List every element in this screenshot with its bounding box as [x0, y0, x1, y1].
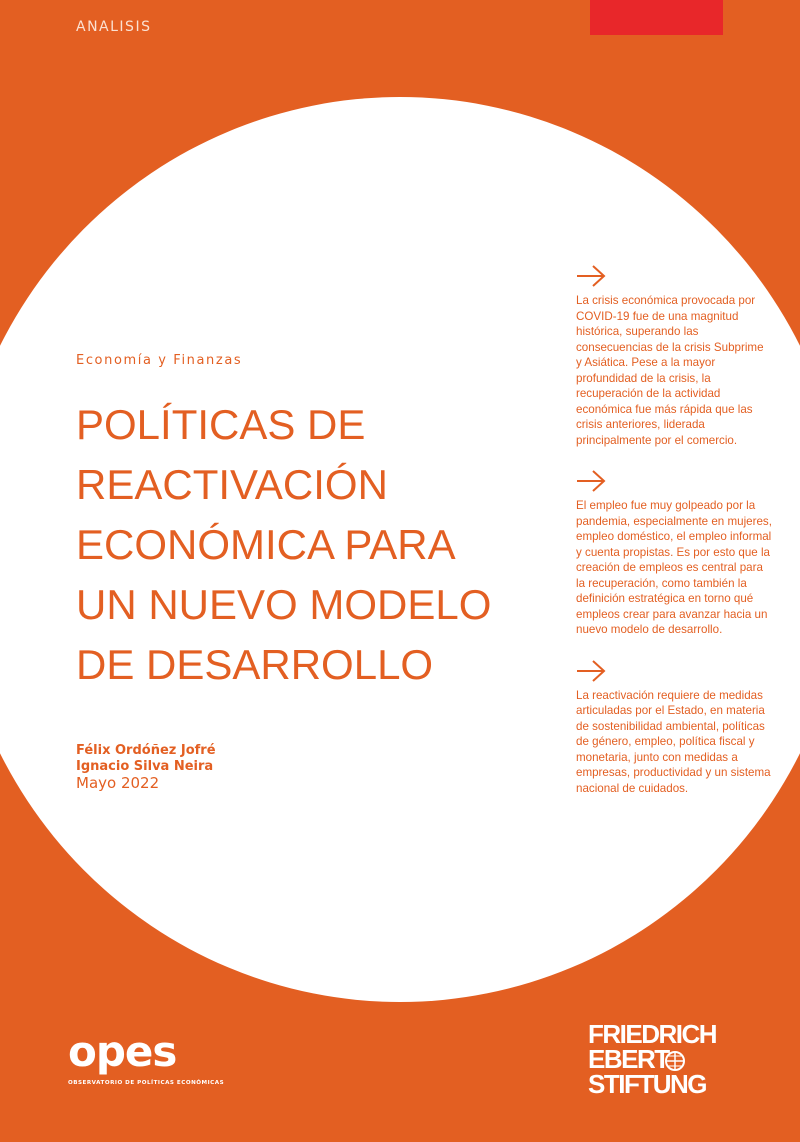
fes-logo-line: FRIEDRICH	[588, 1019, 717, 1049]
author-block	[76, 743, 216, 791]
publication-date: Mayo 2022	[76, 774, 160, 792]
key-point	[576, 470, 772, 638]
fes-logo-line: STIFTUNG	[588, 1069, 706, 1099]
fes-logo	[588, 1019, 717, 1099]
arrow-right-icon	[576, 660, 606, 682]
category-label: Economía y Finanzas	[76, 353, 243, 368]
accent-tab	[590, 0, 723, 35]
title-line: POLÍTICAS DE	[76, 401, 366, 448]
key-point-text: La crisis económica provocada por COVID-19 fue de una magnitud histórica, superando las consecuencias de la crisis Subprime y Asiática. Pese a la mayor profundidad de la crisis, la recuperación de la actividad económica fue más rápida que las crisis anteriores, liderada principalmente por el comercio.	[576, 294, 764, 447]
title-line: ECONÓMICA PARA	[76, 521, 456, 568]
title-line: REACTIVACIÓN	[76, 461, 388, 508]
opes-logo	[68, 1030, 238, 1086]
key-point-text: La reactivación requiere de medidas articuladas por el Estado, en materia de sostenibilidad ambiental, políticas de género, empleo, política fiscal y monetaria, junto con medidas a empresas, productividad y un sistema nacional de cuidados.	[576, 688, 771, 795]
opes-wordmark	[68, 1030, 198, 1076]
section-label: ANALISIS	[76, 19, 152, 35]
title-line: DE DESARROLLO	[76, 641, 434, 688]
opes-caption: OBSERVATORIO DE POLÍTICAS ECONÓMICAS	[68, 1080, 225, 1086]
title-line: UN NUEVO MODELO	[76, 581, 492, 628]
key-point	[576, 660, 772, 797]
key-point-text: El empleo fue muy golpeado por la pandemia, especialmente en mujeres, empleo doméstico, el empleo informal y cuenta propistas. Es por esto que la creación de empleos es central para la recuperación, como también la definición estratégica en torno qué empleos crear para avanzar hacia un nuevo modelo de desarrollo.	[576, 499, 772, 636]
key-point	[576, 265, 772, 448]
author-name: Félix Ordóñez Jofré	[76, 743, 216, 758]
arrow-right-icon	[576, 265, 606, 287]
arrow-right-icon	[576, 470, 606, 492]
author-name: Ignacio Silva Neira	[76, 759, 214, 774]
opes-wordmark-text: opes	[68, 1030, 177, 1076]
document-title	[76, 395, 576, 695]
fes-logo-line: EBERT	[588, 1044, 669, 1074]
globe-icon	[664, 1050, 686, 1072]
key-points	[576, 265, 772, 818]
